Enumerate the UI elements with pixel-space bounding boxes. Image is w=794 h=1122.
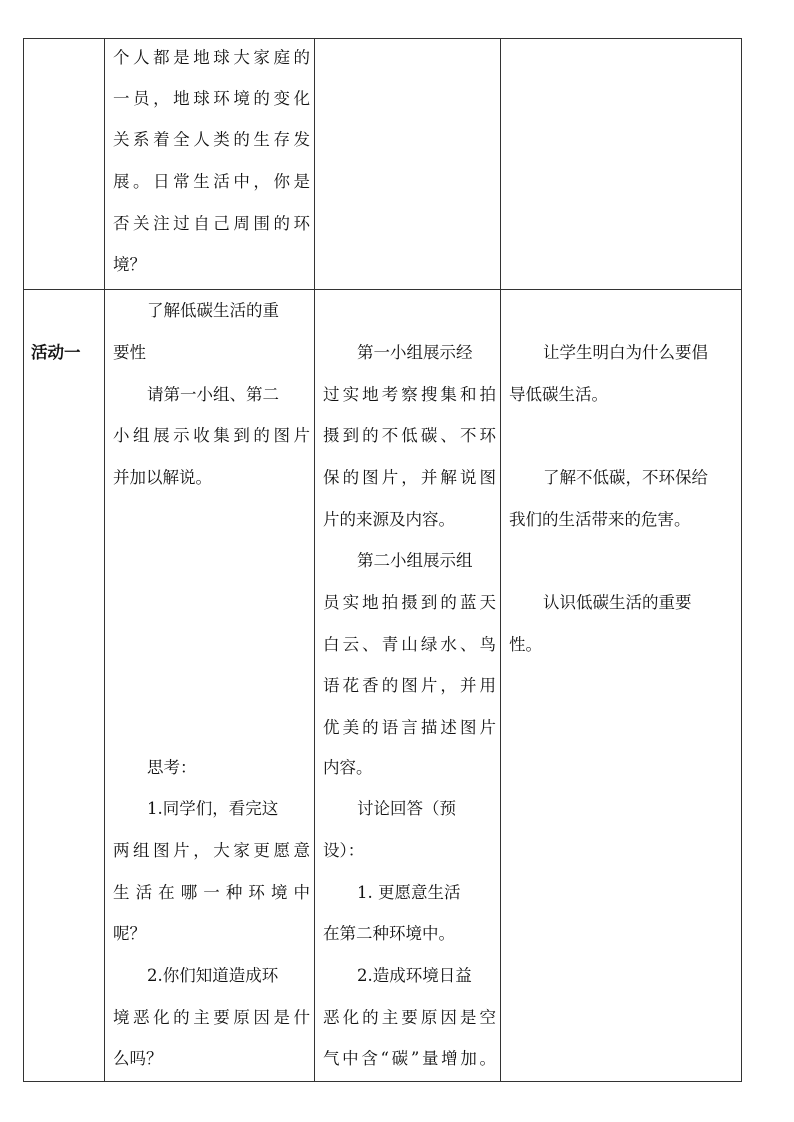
text-line: 让学生明白为什么要倡 <box>543 343 708 362</box>
text-line: 内容。 <box>323 758 373 777</box>
text-line: 呢？ <box>113 924 146 943</box>
text-line: 思考： <box>147 758 197 777</box>
text-line: 么吗？ <box>113 1049 163 1068</box>
table-row <box>24 290 742 1082</box>
row2-intent-cell <box>501 290 742 1082</box>
row1-intent-cell <box>501 39 742 290</box>
text-line: 优美的语言描述图片 <box>323 718 496 737</box>
row2-student-cell <box>315 290 501 1082</box>
row1-label-cell <box>24 39 105 290</box>
table-row <box>24 39 742 290</box>
text-line: 否关注过自己周围的环 <box>113 214 310 233</box>
text-line: 要性 <box>113 343 146 362</box>
text-line: 个人都是地球大家庭的 <box>113 48 310 67</box>
row1-teacher-cell <box>105 39 315 290</box>
row2-label-cell <box>24 290 105 1082</box>
text-line: 过实地考察搜集和拍 <box>323 385 496 404</box>
text-line: 小组展示收集到的图片 <box>113 426 310 445</box>
text-line: 性。 <box>509 635 542 654</box>
row2-teacher-cell <box>105 290 315 1082</box>
text-line: 生活在哪一种环境中 <box>113 883 310 902</box>
text-line: 一员，地球环境的变化 <box>113 89 310 108</box>
text-line: 境？ <box>113 255 146 274</box>
text-line: 白云、青山绿水、鸟 <box>323 635 496 654</box>
text-line: 恶化的主要原因是空 <box>323 1008 496 1027</box>
lesson-plan-table <box>23 38 742 1082</box>
text-line: 了解低碳生活的重 <box>147 301 279 320</box>
text-line: 境恶化的主要原因是什 <box>113 1008 310 1027</box>
text-line: 1.同学们，看完这 <box>147 799 279 818</box>
text-line: 在第二种环境中。 <box>323 924 455 943</box>
text-line: 两组图片，大家更愿意 <box>113 841 310 860</box>
text-line: 气中含“碳”量增加。 <box>323 1049 496 1068</box>
text-line: 请第一小组、第二 <box>147 385 279 404</box>
text-line: 语花香的图片，并用 <box>323 676 496 695</box>
text-line: 展。日常生活中，你是 <box>113 172 310 191</box>
activity-label: 活动一 <box>31 343 81 362</box>
text-line: 了解不低碳，不环保给 <box>543 468 708 487</box>
text-line: 我们的生活带来的危害。 <box>509 510 691 529</box>
text-line: 导低碳生活。 <box>509 385 608 404</box>
text-line: 认识低碳生活的重要 <box>543 593 692 612</box>
text-line: 讨论回答（预 <box>357 799 456 818</box>
text-line: 2.造成环境日益 <box>357 966 472 985</box>
text-line: 1. 更愿意生活 <box>357 883 461 902</box>
text-line: 员实地拍摄到的蓝天 <box>323 593 496 612</box>
text-line: 第一小组展示经 <box>357 343 473 362</box>
row1-student-cell <box>315 39 501 290</box>
text-line: 设）： <box>323 841 365 860</box>
text-line: 保的图片，并解说图 <box>323 468 496 487</box>
text-line: 摄到的不低碳、不环 <box>323 426 496 445</box>
text-line: 第二小组展示组 <box>357 551 473 570</box>
text-line: 关系着全人类的生存发 <box>113 130 310 149</box>
text-line: 片的来源及内容。 <box>323 510 455 529</box>
text-line: 并加以解说。 <box>113 468 212 487</box>
text-line: 2.你们知道造成环 <box>147 966 279 985</box>
